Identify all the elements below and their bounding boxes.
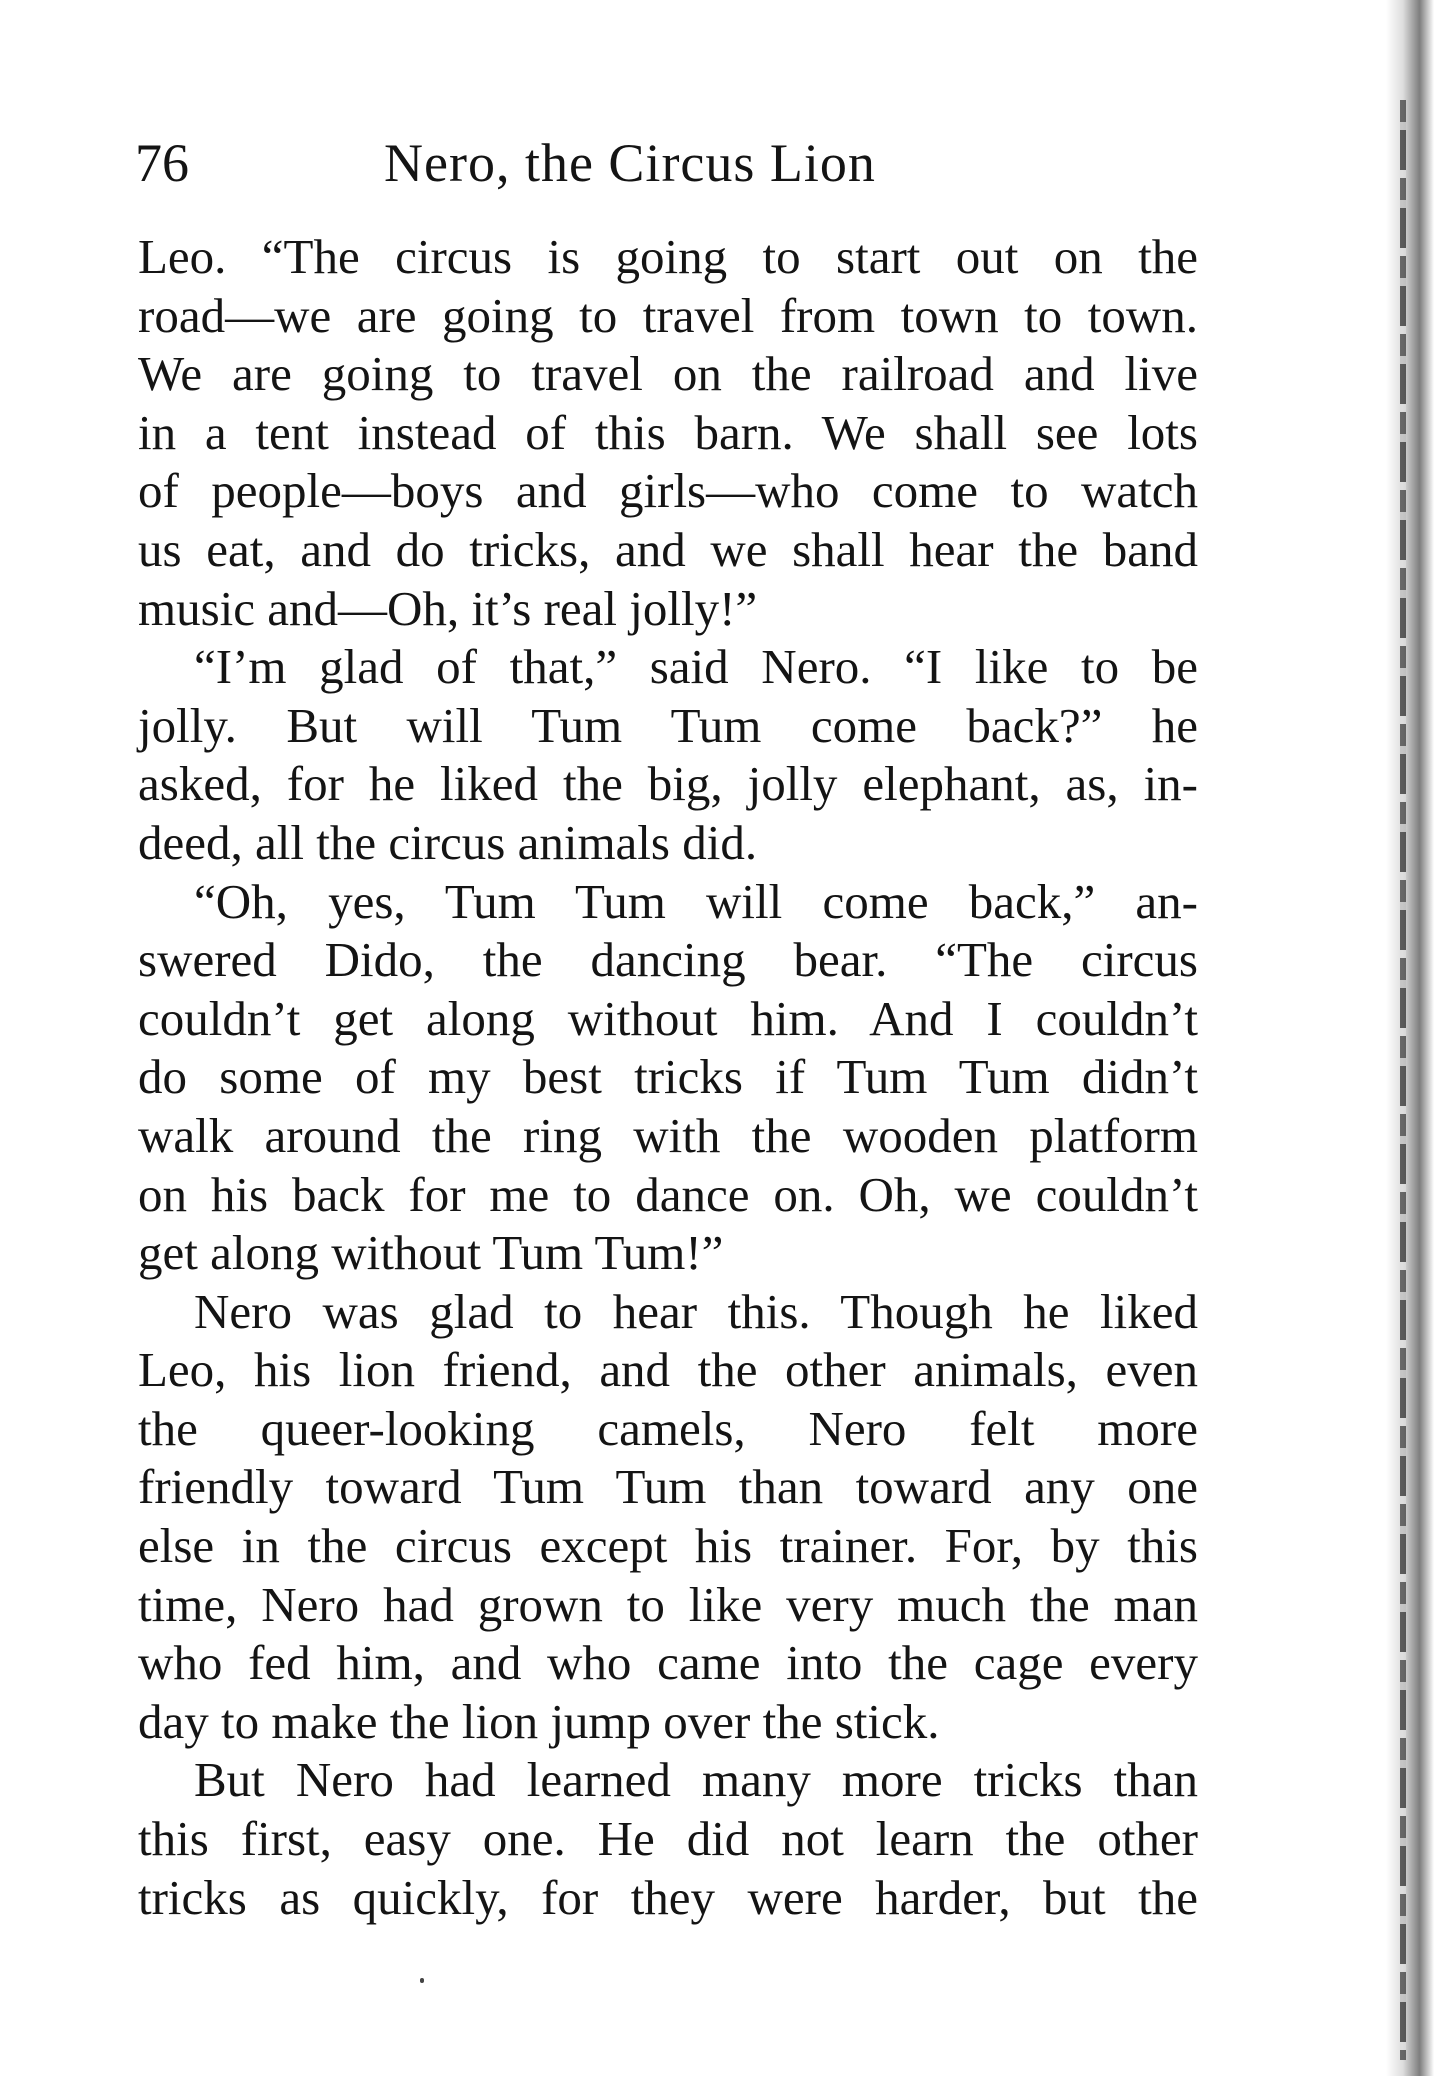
page-number: 76: [135, 133, 189, 193]
text-line: of people—boys and girls—who come to watch: [138, 463, 1198, 519]
text-line: asked, for he liked the big, jolly elephant, as, in-: [138, 756, 1198, 812]
text-line: who fed him, and who came into the cage every: [138, 1635, 1198, 1691]
text-line: deed, all the circus animals did.: [138, 814, 758, 870]
text-line: Leo, his lion friend, and the other animals, even: [138, 1342, 1198, 1398]
text-line: couldn’t get along without him. And I couldn’t: [138, 990, 1198, 1046]
text-line: do some of my best tricks if Tum Tum didn’t: [138, 1049, 1198, 1105]
text-line: Leo. “The circus is going to start out on the: [138, 229, 1198, 284]
text-line: us eat, and do tricks, and we shall hear the band: [138, 521, 1198, 577]
text-line: friendly toward Tum Tum than toward any one: [138, 1459, 1198, 1515]
text-line: Nero was glad to hear this. Though he liked: [194, 1283, 1198, 1339]
text-line: in a tent instead of this barn. We shall see lots: [138, 404, 1198, 460]
body-text: [138, 228, 1198, 1927]
text-line: swered Dido, the dancing bear. “The circus: [138, 932, 1198, 988]
text-line: road—we are going to travel from town to town.: [138, 287, 1198, 343]
text-line: We are going to travel on the railroad and live: [138, 346, 1198, 402]
text-line: day to make the lion jump over the stick.: [138, 1693, 940, 1749]
text-line: on his back for me to dance on. Oh, we couldn’t: [138, 1166, 1198, 1222]
text-line: But Nero had learned many more tricks than: [194, 1752, 1198, 1808]
text-line: “I’m glad of that,” said Nero. “I like to be: [194, 639, 1198, 695]
text-line: jolly. But will Tum Tum come back?” he: [138, 697, 1198, 753]
page-gutter-shadow: [1386, 0, 1434, 2076]
text-line: walk around the ring with the wooden platform: [138, 1107, 1198, 1163]
text-line: get along without Tum Tum!”: [138, 1225, 724, 1281]
text-line: “Oh, yes, Tum Tum will come back,” an-: [194, 873, 1198, 929]
text-line: music and—Oh, it’s real jolly!”: [138, 580, 758, 636]
page-header: [135, 128, 955, 198]
text-line: the queer-looking camels, Nero felt more: [138, 1400, 1198, 1456]
text-line: this first, easy one. He did not learn the other: [138, 1811, 1198, 1867]
text-line: tricks as quickly, for they were harder, but the: [138, 1869, 1198, 1925]
running-title: Nero, the Circus Lion: [384, 133, 876, 193]
ink-speck: [420, 1978, 424, 1983]
text-line: time, Nero had grown to like very much the man: [138, 1576, 1198, 1632]
text-line: else in the circus except his trainer. For, by this: [138, 1518, 1198, 1574]
